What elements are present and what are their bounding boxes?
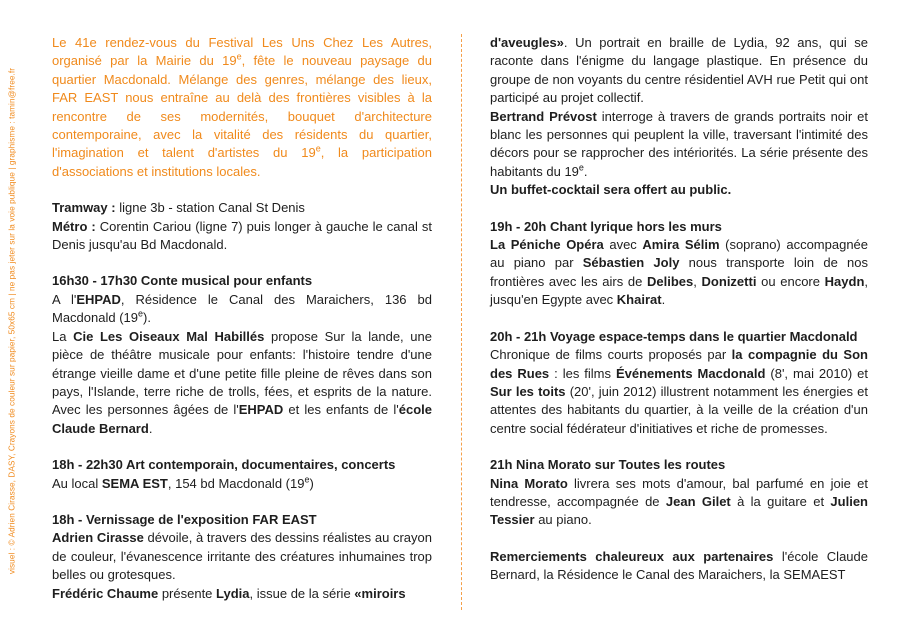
bertrand-paragraph: Bertrand Prévost interroge à travers de grands portraits noir et blanc les personnes qui peuplent la ville, traversant l'intimité des décors pour se rapprocher des intériorités. La série présente des habitants du 19e. <box>490 108 868 179</box>
conte-location: A l'EHPAD, Résidence le Canal des Maraichers, 136 bd Macdonald (19e). <box>52 291 432 326</box>
column-divider <box>461 34 462 610</box>
thanks-paragraph: Remerciements chaleureux aux partenaires l'école Claude Bernard, la Résidence le Canal des Maraichers, la SEMAEST <box>490 548 868 583</box>
conte-description: La Cie Les Oiseaux Mal Habillés propose Sur la lande, une pièce de théâtre musicale pour enfants: l'histoire tendre d'une étrange vieille dame et d'une petite fille pleine de rêves dans son pays, l'Islande, terre riche de trolls, fées, et esprits de la nature. Avec les personnes âgées de l'EHPAD et les enfants de l'école Claude Bernard. <box>52 328 432 436</box>
chant-heading: 19h - 20h Chant lyrique hors les murs <box>490 218 722 234</box>
metro-info: Métro : Corentin Cariou (ligne 7) puis longer à gauche le canal st Denis jusqu'au Bd Macdonald. <box>52 218 432 253</box>
credit-text: visuel : © Adrien Cirasse, DASY, Crayons de couleur sur papier, 50x65 cm | ne pas jeter sur la voie publique | graphisme : tamin@free.fr <box>7 67 17 575</box>
left-column <box>52 34 432 603</box>
vertical-credit <box>4 8 20 634</box>
vernissage-chaume: Frédéric Chaume présente Lydia, issue de la série «miroirs <box>52 585 406 601</box>
conte-heading: 16h30 - 17h30 Conte musical pour enfants <box>52 273 313 289</box>
vernissage-cirasse: Adrien Cirasse dévoile, à travers des dessins réalistes au crayon de couleur, l'évanescence irritante des créatures inhumaines trop belles ou grotesques. <box>52 530 433 583</box>
tramway-info: Tramway : ligne 3b - station Canal St Denis <box>52 200 305 216</box>
nina-heading: 21h Nina Morato sur Toutes les routes <box>490 457 726 473</box>
chant-description: La Péniche Opéra avec Amira Sélim (soprano) accompagnée au piano par Sébastien Joly nous transporte loin de nos frontières avec les airs de Delibes, Donizetti ou encore Haydn, jusqu'en Egypte avec Khairat. <box>490 237 869 308</box>
voyage-description: Chronique de films courts proposés par la compagnie du Son des Rues : les films Événements Macdonald (8', mai 2010) et Sur les toits (20', juin 2012) illustrent notamment les énergies et attentes des habitants du quartier, à la veille de la création d'un centre social fédérateur d'initiatives et riche de promesses. <box>490 347 868 436</box>
lydia-continuation: d'aveugles». Un portrait en braille de Lydia, 92 ans, qui se raconte dans l'énigme du langage plastique. En présence du groupe de non voyants du centre résidentiel AVH rue Petit qui ont participé au projet collectif. <box>490 35 868 106</box>
art-heading: 18h - 22h30 Art contemporain, documentaires, concerts <box>52 457 396 473</box>
right-column <box>490 34 868 585</box>
art-location: Au local SEMA EST, 154 bd Macdonald (19e) <box>52 474 314 491</box>
intro-paragraph: Le 41e rendez-vous du Festival Les Uns Chez Les Autres, organisé par la Mairie du 19e, fête le nouveau paysage du quartier Macdonald. Mélange des genres, mélange des lieux, FAR EAST nous entraîne au delà des frontières visibles à la rencontre de ses modernités, bouquet d'architecture contemporaine, avec la vitalité des résidents du quartier, l'imagination et talent d'artistes du 19e, la participation d'associations et institutions locales. <box>52 35 432 179</box>
voyage-heading: 20h - 21h Voyage espace-temps dans le quartier Macdonald <box>490 328 858 344</box>
nina-description: Nina Morato livrera ses mots d'amour, bal parfumé en joie et tendresse, accompagnée de Jean Gilet à la guitare et Julien Tessier au piano. <box>490 475 868 528</box>
buffet-note: Un buffet-cocktail sera offert au public. <box>490 182 732 198</box>
vernissage-heading: 18h - Vernissage de l'exposition FAR EAST <box>52 511 317 527</box>
